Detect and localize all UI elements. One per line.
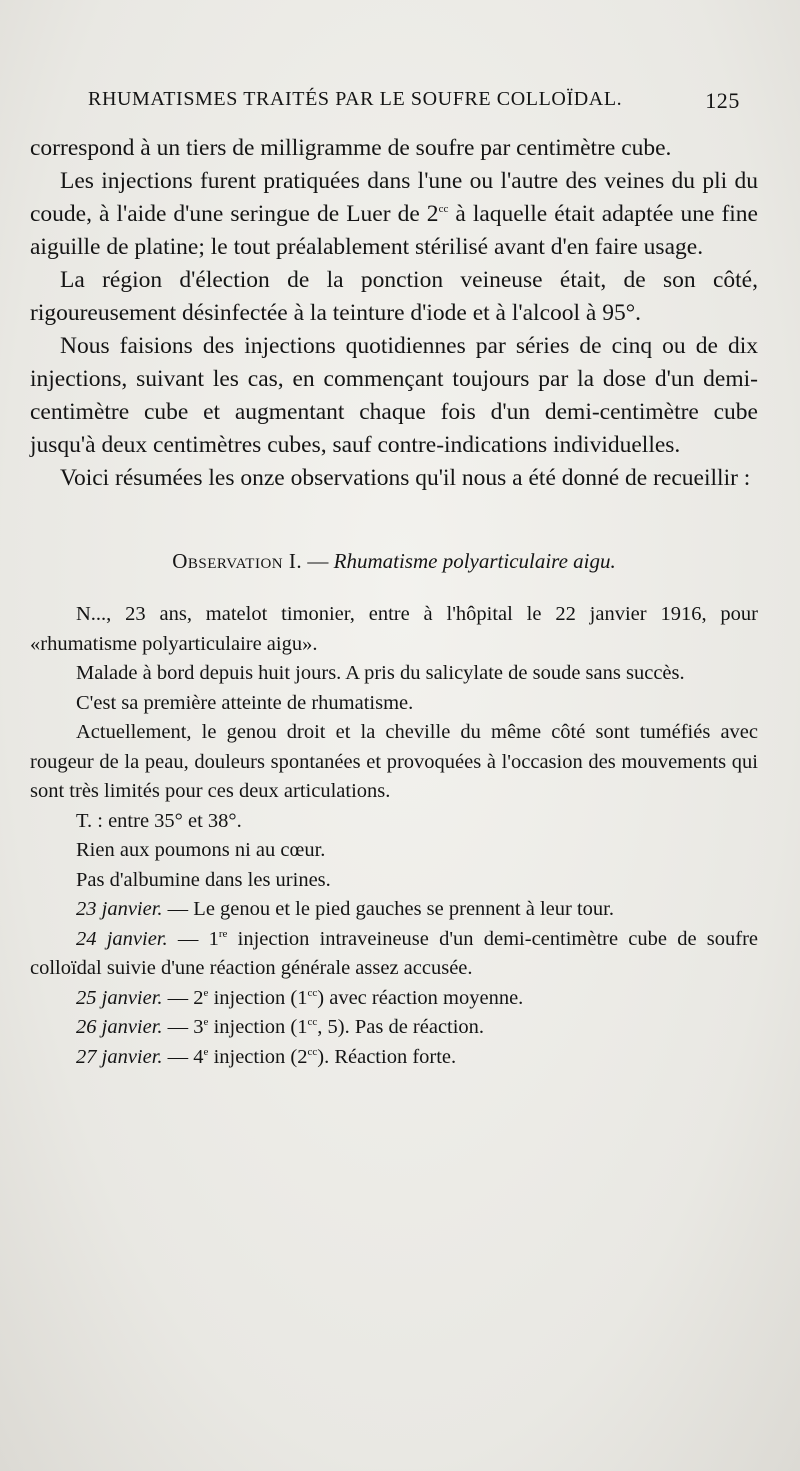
entry-text: injection (1: [208, 1016, 308, 1038]
entry-text: ) avec réaction moyenne.: [317, 986, 524, 1009]
superscript: e: [203, 1016, 209, 1029]
dated-entry: [30, 984, 758, 1014]
observation-line: Malade à bord depuis huit jours. A pris du salicylate de soude sans succès.: [76, 662, 685, 684]
entry-text: — 1: [167, 927, 219, 950]
observation-body: [30, 600, 758, 1072]
body-text: [30, 132, 758, 1072]
observation-line: Pas d'albumine dans les urines.: [76, 868, 331, 891]
observation-line: Actuellement, le genou droit et la cheville du même côté sont tuméfiés avec rougeur de la peau, douleurs spontanées et provoquées à l'occasion des mouvements qui sont très limités pour ces deux articulations.: [30, 721, 758, 802]
superscript: e: [203, 986, 209, 999]
running-title: RHUMATISMES TRAITÉS PAR LE SOUFRE COLLOÏDAL.: [88, 88, 623, 110]
paragraph: Nous faisions des injections quotidiennes par séries de cinq ou de dix injections, suivant les cas, en commençant toujours par la dose d'un demi-centimètre cube et augmentant chaque fois d'un demi-centimètre cube jusqu'à deux centimètres cubes, sauf contre-indications individuelles.: [30, 333, 758, 458]
observation-label: Observation I.: [172, 549, 303, 573]
paragraph: [30, 165, 758, 264]
entry-text: , 5). Pas de réaction.: [317, 1016, 485, 1038]
observation-line: C'est sa première atteinte de rhumatisme.: [76, 691, 414, 714]
superscript: cc: [307, 1016, 318, 1029]
entry-text: ). Réaction forte.: [317, 1045, 457, 1068]
dated-entry: [30, 925, 758, 984]
entry-text: — 2: [162, 986, 204, 1009]
superscript: cc: [307, 986, 318, 999]
entry-text: injection (2: [208, 1045, 308, 1068]
entry-date: 26 janvier.: [76, 1016, 163, 1038]
dated-entry: [30, 1013, 758, 1043]
entry-text: injection (1: [208, 986, 308, 1009]
paragraph-text: Les injections furent pratiquées dans l'une ou l'autre des veines du pli du coude, à l'aide d'une seringue de Luer de 2: [30, 168, 758, 227]
entry-date: 23 janvier.: [76, 898, 163, 920]
superscript: re: [218, 927, 228, 940]
dated-entry: [30, 1043, 758, 1073]
paragraph-text: à laquelle était adaptée une fine aiguille de platine; le tout préalablement stérilisé avant d'en faire usage.: [30, 201, 758, 260]
observation-line: N..., 23 ans, matelot timonier, entre à l'hôpital le 22 janvier 1916, pour «rhumatisme polyarticulaire aigu».: [30, 603, 758, 655]
entry-date: 27 janvier.: [76, 1045, 163, 1068]
heading-dash: —: [302, 549, 334, 573]
entry-text: — Le genou et le pied gauches se prennent à leur tour.: [162, 898, 614, 920]
entry-text: — 4: [162, 1045, 204, 1068]
observation-line: T. : entre 35° et 38°.: [76, 809, 242, 832]
paragraph: Voici résumées les onze observations qu'il nous a été donné de recueillir :: [60, 465, 751, 491]
superscript: cc: [438, 203, 449, 216]
superscript: cc: [307, 1045, 318, 1058]
page-number: 125: [705, 88, 740, 113]
observation-line: Rien aux poumons ni au cœur.: [76, 839, 326, 861]
paragraph: correspond à un tiers de milligramme de soufre par centimètre cube.: [30, 135, 672, 161]
dated-entry: [30, 895, 758, 925]
superscript: e: [203, 1045, 209, 1058]
entry-date: 25 janvier.: [76, 986, 163, 1009]
entry-date: 24 janvier.: [76, 927, 168, 950]
entry-text: injection intraveineuse d'un demi-centimètre cube de soufre colloïdal suivie d'une réaction générale assez accusée.: [30, 927, 759, 979]
entry-text: — 3: [162, 1016, 204, 1038]
observation-title: Rhumatisme polyarticulaire aigu.: [333, 549, 616, 573]
paragraph: La région d'élection de la ponction veineuse était, de son côté, rigoureusement désinfectée à la teinture d'iode et à l'alcool à 95°.: [30, 267, 758, 326]
observation-heading: [30, 545, 758, 578]
